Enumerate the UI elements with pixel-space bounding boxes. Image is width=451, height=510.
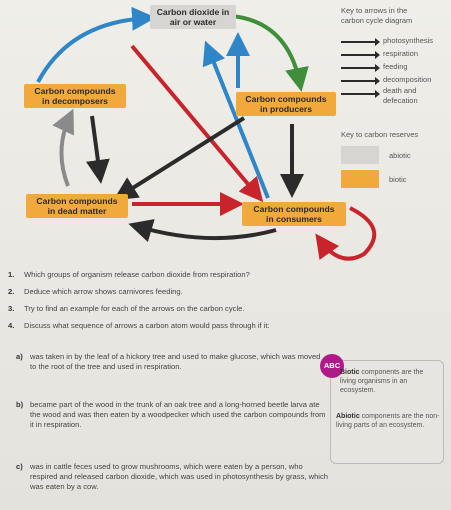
biotic-label: biotic bbox=[389, 175, 407, 184]
key-arrow-icon bbox=[341, 80, 377, 82]
key-row-respiration bbox=[341, 49, 449, 58]
abiotic-swatch bbox=[341, 146, 379, 164]
question-text: Discuss what sequence of arrows a carbon atom would pass through if it: bbox=[24, 321, 270, 330]
key-label: feeding bbox=[383, 62, 408, 71]
key-row-feeding bbox=[341, 62, 449, 71]
abiotic-def: components are the non-living parts of an ecosystem. bbox=[336, 413, 440, 429]
question-number: 4. bbox=[8, 321, 15, 330]
subquestion-letter: c) bbox=[16, 462, 23, 471]
box-dead-matter: Carbon compounds in dead matter bbox=[26, 194, 128, 218]
abiotic-label: abiotic bbox=[389, 151, 411, 160]
key-row-decomposition bbox=[341, 75, 449, 84]
key-label: decomposition bbox=[383, 75, 432, 84]
subquestion-letter: b) bbox=[16, 400, 24, 409]
arrow-photosynthesis bbox=[232, 16, 300, 84]
biotic-term: Biotic bbox=[340, 369, 360, 376]
question-text: Deduce which arrow shows carnivores feeding. bbox=[24, 287, 183, 296]
key-label: death and defecation bbox=[383, 86, 418, 105]
arrow-death-decomposers bbox=[92, 116, 100, 176]
box-decomposers: Carbon compounds in decomposers bbox=[24, 84, 126, 108]
box-co2-air-water: Carbon dioxide in air or water bbox=[150, 5, 236, 29]
subquestion-text: was in cattle feces used to grow mushrooms, which were eaten by a person, who respired and released carbon dioxide, which was used in photosynthesis by grass, which was eaten by a cow. bbox=[30, 462, 329, 491]
key-arrow-icon bbox=[341, 41, 377, 43]
reserves-key-title: Key to carbon reserves bbox=[341, 130, 419, 139]
biotic-definition bbox=[340, 368, 438, 395]
key-label: photosynthesis bbox=[383, 36, 434, 45]
key-row-photosynthesis bbox=[341, 36, 449, 45]
abc-badge: ABC bbox=[320, 354, 344, 378]
box-consumers: Carbon compounds in consumers bbox=[242, 202, 346, 226]
key-arrow-icon bbox=[341, 93, 377, 95]
biotic-def: components are the living organisms in an ecosystem. bbox=[340, 369, 424, 394]
abiotic-term: Abiotic bbox=[336, 413, 360, 420]
key-row-death-defecation bbox=[341, 88, 449, 108]
question-text: Try to find an example for each of the arrows on the carbon cycle. bbox=[24, 304, 245, 313]
arrow-respiration-decomposers bbox=[38, 18, 148, 82]
arrow-decomposition bbox=[61, 116, 70, 186]
abiotic-definition bbox=[336, 412, 440, 430]
key-label: respiration bbox=[383, 49, 419, 58]
key-arrow-icon bbox=[341, 54, 377, 56]
question-number: 1. bbox=[8, 270, 15, 279]
key-title: Key to arrows in the carbon cycle diagram bbox=[341, 6, 413, 25]
biotic-swatch bbox=[341, 170, 379, 188]
question-number: 2. bbox=[8, 287, 15, 296]
box-producers: Carbon compounds in producers bbox=[236, 92, 336, 116]
subquestion-letter: a) bbox=[16, 352, 23, 361]
arrow-death-consumers bbox=[136, 226, 276, 238]
question-text: Which groups of organism release carbon dioxide from respiration? bbox=[24, 270, 250, 279]
subquestion-text: was taken in by the leaf of a hickory tree and used to make glucose, which was moved to the root of the tree and used in respiration. bbox=[30, 352, 321, 371]
key-arrow-icon bbox=[341, 67, 377, 69]
question-number: 3. bbox=[8, 304, 15, 313]
subquestion-text: became part of the wood in the trunk of an oak tree and a long-horned beetle larva ate the wood and was then eaten by a woodpecker which used the carbon compounds from it in respiration. bbox=[30, 400, 326, 429]
